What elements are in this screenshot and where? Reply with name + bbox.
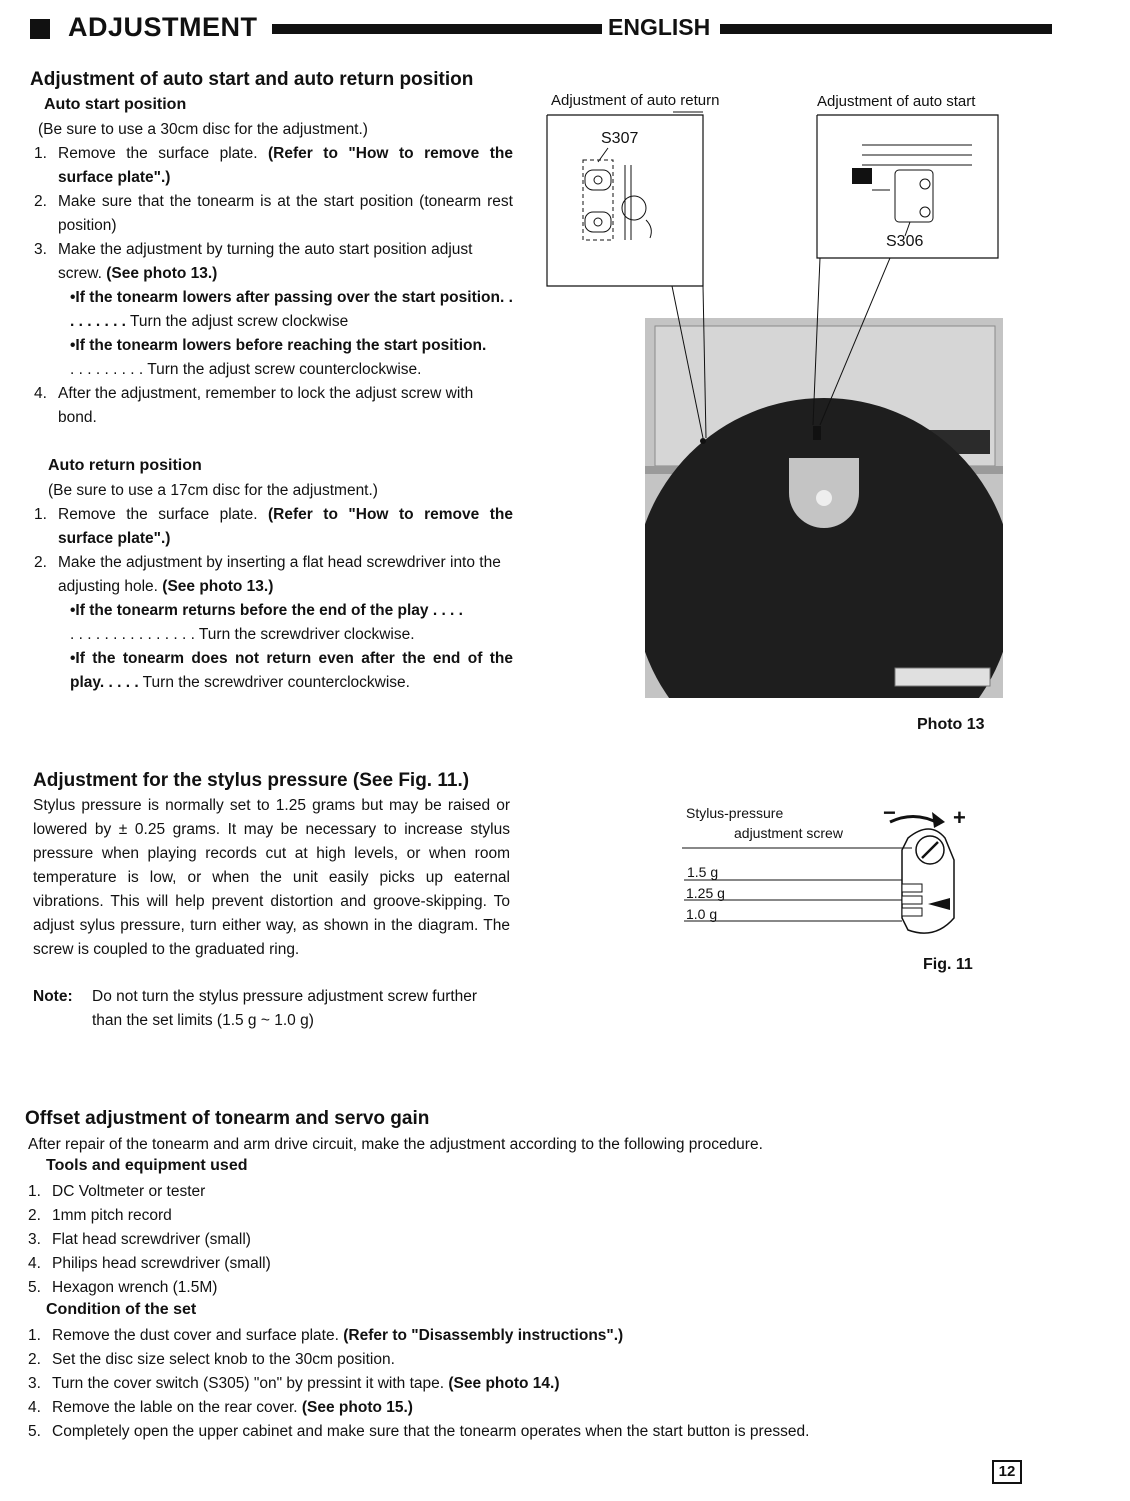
section-auto-start-return-title: Adjustment of auto start and auto return position	[30, 69, 474, 90]
label-adjustment-auto-return: Adjustment of auto return	[551, 92, 720, 109]
header-title: ADJUSTMENT	[68, 12, 258, 42]
auto-return-item-2: 2. Make the adjustment by inserting a flat head screwdriver into the adjusting hole. (See photo 13.)	[34, 554, 501, 595]
tools-item: 4. Philips head screwdriver (small)	[28, 1255, 271, 1272]
fig11-value-1-5g: 1.5 g	[687, 864, 719, 880]
condition-item: 4. Remove the lable on the rear cover. (See photo 15.)	[28, 1399, 413, 1416]
auto-return-bullet-1: •If the tonearm returns before the end of the play . . . . . . . . . . . . . . . . . . . Turn the screwdriver clockwise.	[70, 602, 463, 643]
auto-start-item-3: 3. Make the adjustment by turning the auto start position adjust screw. (See photo 13.)	[34, 241, 473, 282]
condition-list	[28, 1324, 1028, 1444]
auto-start-item-1: 1. Remove the surface plate. (Refer to "How to remove the surface plate".)	[34, 145, 513, 186]
auto-return-heading: Auto return position	[48, 457, 202, 474]
header-language: ENGLISH	[608, 14, 711, 40]
note-label: Note:	[33, 988, 73, 1005]
fig11-caption: Fig. 11	[923, 956, 973, 973]
photo-13-caption: Photo 13	[917, 716, 985, 733]
fig11-drawing	[680, 800, 980, 950]
page-number: 12	[992, 1460, 1022, 1484]
note-text: Do not turn the stylus pressure adjustment screw further than the set limits (1.5 g ~ 1.0 g)	[92, 988, 478, 1029]
section-stylus-pressure-title: Adjustment for the stylus pressure (See Fig. 11.)	[33, 770, 470, 791]
auto-start-bullet-1: •If the tonearm lowers after passing over the start position. . . . . . . . . Turn the adjust screw clockwise	[70, 289, 513, 330]
label-adjustment-auto-start: Adjustment of auto start	[817, 93, 976, 110]
auto-start-note: (Be sure to use a 30cm disc for the adjustment.)	[38, 121, 368, 138]
condition-item: 3. Turn the cover switch (S305) "on" by pressint it with tape. (See photo 14.)	[28, 1375, 560, 1392]
tools-item: 2. 1mm pitch record	[28, 1207, 172, 1224]
auto-start-bullet-2: •If the tonearm lowers before reaching the start position. . . . . . . . . . Turn the adjust screw counterclockwise.	[70, 337, 487, 378]
tools-item: 3. Flat head screwdriver (small)	[28, 1231, 251, 1248]
fig11-minus-sign: −	[883, 800, 896, 825]
condition-item: 2. Set the disc size select knob to the 30cm position.	[28, 1351, 395, 1368]
condition-item: 5. Completely open the upper cabinet and make sure that the tonearm operates when the start button is pressed.	[28, 1423, 810, 1440]
s306-label: S306	[886, 233, 924, 250]
auto-return-bullet-2: •If the tonearm does not return even after the end of the play. . . . . Turn the screwdriver counterclockwise.	[70, 650, 513, 691]
tools-list	[28, 1180, 628, 1300]
fig11-value-1-0g: 1.0 g	[686, 906, 718, 922]
fig11-label-line1: Stylus-pressure	[686, 805, 784, 821]
tools-item: 5. Hexagon wrench (1.5M)	[28, 1279, 218, 1296]
stylus-pressure-note	[33, 985, 510, 1033]
fig11-label-line2: adjustment screw	[734, 825, 843, 841]
section-offset-adjustment-title: Offset adjustment of tonearm and servo gain	[25, 1108, 430, 1129]
stylus-pressure-body: Stylus pressure is normally set to 1.25 grams but may be raised or lowered by ± 0.25 grams. It may be necessary to increase stylus pressure when playing records cut at high levels, or when room temperature is low, or when the unit easily picks up eaternal vibrations. This will help prevent distortion and groove-skipping. To adjust sylus pressure, turn either way, as shown in the diagram. The screw is coupled to the graduated ring.	[33, 797, 510, 958]
auto-return-item-1: 1. Remove the surface plate. (Refer to "How to remove the surface plate".)	[34, 506, 513, 547]
auto-start-heading: Auto start position	[44, 96, 187, 113]
auto-return-note: (Be sure to use a 17cm disc for the adjustment.)	[48, 482, 378, 499]
auto-start-item-4: 4. After the adjustment, remember to lock the adjust screw with bond.	[34, 385, 474, 426]
condition-item: 1. Remove the dust cover and surface plate. (Refer to "Disassembly instructions".)	[28, 1327, 624, 1344]
offset-adjustment-intro: After repair of the tonearm and arm drive circuit, make the adjustment according to the following procedure.	[28, 1136, 763, 1153]
fig11-value-1-25g: 1.25 g	[686, 885, 725, 901]
tools-heading: Tools and equipment used	[46, 1157, 248, 1174]
condition-heading: Condition of the set	[46, 1301, 197, 1318]
auto-start-item-2: 2. Make sure that the tonearm is at the start position (tonearm rest position)	[34, 193, 513, 234]
tools-item: 1. DC Voltmeter or tester	[28, 1183, 206, 1200]
fig11-plus-sign: +	[953, 805, 966, 830]
s307-label: S307	[601, 130, 639, 147]
